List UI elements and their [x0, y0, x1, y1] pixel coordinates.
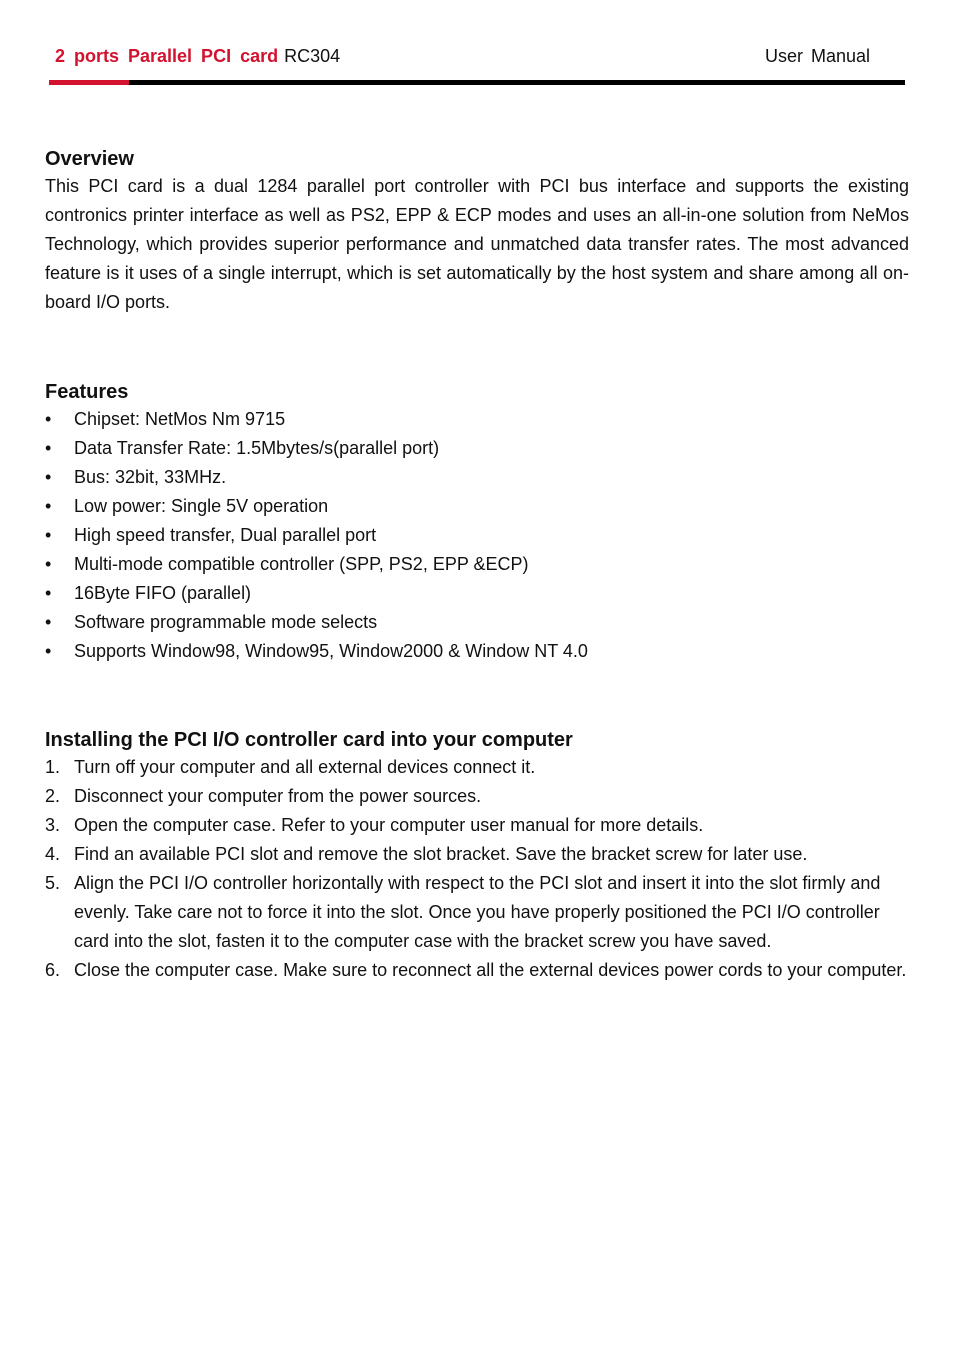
list-item	[45, 811, 909, 840]
bullet-marker: •	[45, 438, 52, 458]
list-item	[45, 463, 909, 492]
bullet-marker: •	[45, 583, 52, 603]
list-item	[45, 840, 909, 869]
step-text: Close the computer case. Make sure to reconnect all the external devices power cords to your computer.	[74, 960, 907, 980]
bullet-marker: •	[45, 525, 52, 545]
bullet-marker: •	[45, 612, 52, 632]
feature-text: High speed transfer, Dual parallel port	[74, 525, 377, 545]
list-item	[45, 579, 909, 608]
step-number: 1.	[45, 757, 61, 777]
list-item	[45, 753, 909, 782]
page-header	[55, 46, 870, 70]
list-item	[45, 869, 909, 956]
product-title: 2 ports Parallel PCI card	[55, 46, 279, 66]
feature-text: Chipset: NetMos Nm 9715	[74, 409, 286, 429]
step-number: 2.	[45, 786, 61, 806]
feature-text: Bus: 32bit, 33MHz.	[74, 467, 227, 487]
step-number: 5.	[45, 873, 61, 893]
features-section	[45, 379, 909, 666]
list-item	[45, 637, 909, 666]
bullet-marker: •	[45, 409, 52, 429]
list-item	[45, 405, 909, 434]
features-heading: Features	[45, 381, 129, 403]
list-item	[45, 550, 909, 579]
overview-heading: Overview	[45, 148, 134, 170]
overview-paragraph: This PCI card is a dual 1284 parallel port controller with PCI bus interface and supports the existing contronics printer interface as well as PS2, EPP & ECP modes and uses an all-in-one solution from NeMos Technology, which provides superior performance and unmatched data transfer rates. The most advanced feature is it uses of a single interrupt, which is set automatically by the host system and share among all on-board I/O ports.	[45, 176, 909, 312]
step-number: 4.	[45, 844, 61, 864]
list-item	[45, 492, 909, 521]
bullet-marker: •	[45, 496, 52, 516]
bullet-marker: •	[45, 641, 52, 661]
bullet-marker: •	[45, 554, 52, 574]
feature-text: 16Byte FIFO (parallel)	[74, 583, 252, 603]
step-text: Turn off your computer and all external devices connect it.	[74, 757, 536, 777]
feature-text: Low power: Single 5V operation	[74, 496, 329, 516]
list-item	[45, 608, 909, 637]
install-section	[45, 727, 909, 985]
page-content	[45, 146, 909, 985]
step-text: Align the PCI I/O controller horizontally with respect to the PCI slot and insert it into the slot firmly and evenly. Take care not to force it into the slot. Once you have properly positioned the PCI I/O controller card into the slot, fasten it to the computer case with the bracket screw you have saved.	[74, 873, 881, 951]
document-type: User Manual	[764, 46, 870, 66]
step-text: Open the computer case. Refer to your computer user manual for more details.	[74, 815, 704, 835]
step-text: Find an available PCI slot and remove the slot bracket. Save the bracket screw for later use.	[74, 844, 808, 864]
step-text: Disconnect your computer from the power sources.	[74, 786, 482, 806]
feature-text: Data Transfer Rate: 1.5Mbytes/s(parallel port)	[74, 438, 440, 458]
install-heading: Installing the PCI I/O controller card into your computer	[45, 729, 573, 751]
install-steps	[45, 753, 909, 985]
header-rule-accent	[49, 80, 129, 85]
feature-text: Multi-mode compatible controller (SPP, PS2, EPP &ECP)	[74, 554, 529, 574]
features-list	[45, 405, 909, 666]
feature-text: Supports Window98, Window95, Window2000 & Window NT 4.0	[74, 641, 588, 661]
bullet-marker: •	[45, 467, 52, 487]
overview-section	[45, 146, 909, 317]
step-number: 3.	[45, 815, 61, 835]
list-item	[45, 782, 909, 811]
step-number: 6.	[45, 960, 61, 980]
header-rule	[49, 80, 905, 85]
feature-text: Software programmable mode selects	[74, 612, 378, 632]
model-number: RC304	[284, 46, 341, 66]
list-item	[45, 521, 909, 550]
list-item	[45, 956, 909, 985]
list-item	[45, 434, 909, 463]
